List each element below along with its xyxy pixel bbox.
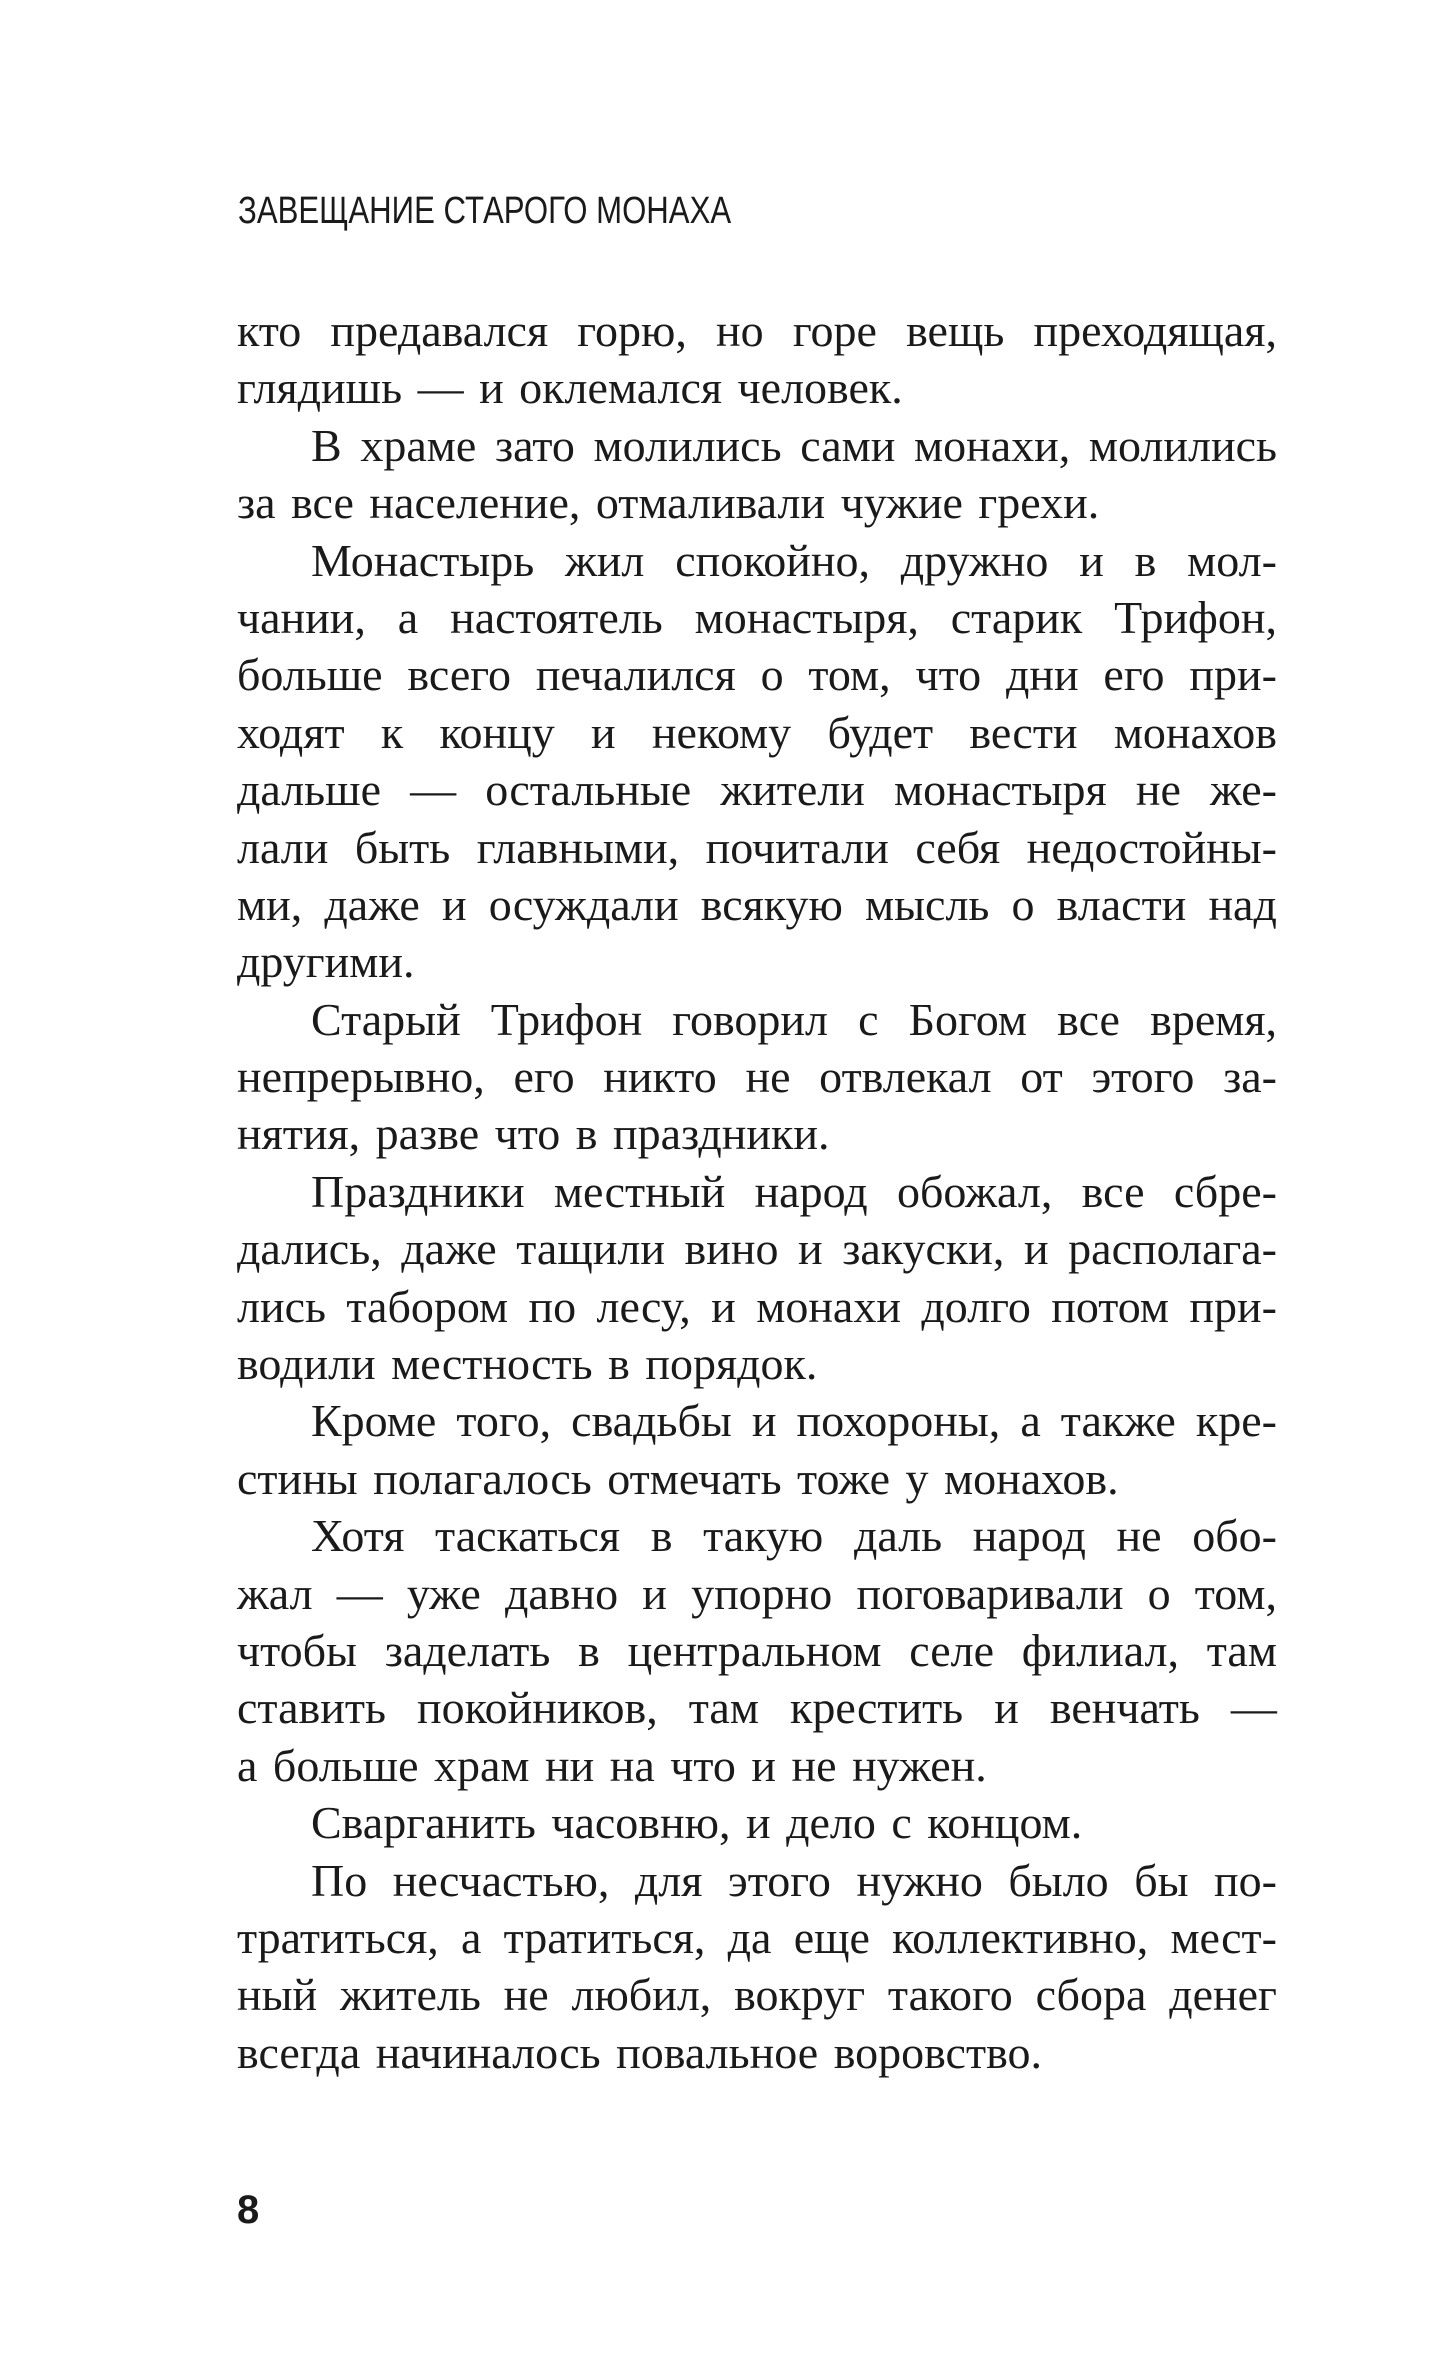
text-line: водили местность в порядок. — [237, 1338, 818, 1390]
page-number: 8 — [237, 2188, 260, 2232]
text-line: стины полагалось отмечать тоже у монахов. — [237, 1452, 1119, 1504]
text-line: за все население, отмаливали чужие грехи. — [237, 477, 1100, 529]
paragraph — [237, 1392, 1277, 1507]
text-line: Праздники местный народ обожал, все сбре- — [311, 1165, 1277, 1217]
text-line: лись табором по лесу, и монахи долго потом при- — [237, 1280, 1277, 1332]
paragraph — [237, 1163, 1277, 1393]
text-line: лали быть главными, почитали себя недостойны- — [237, 821, 1277, 873]
text-line: Старый Трифон говорил с Богом все время, — [311, 993, 1277, 1045]
text-line: дальше — остальные жители монастыря не же- — [237, 764, 1277, 816]
text-line: больше всего печалился о том, что дни его при- — [237, 649, 1277, 701]
paragraph — [237, 532, 1277, 991]
paragraph — [237, 1852, 1277, 2082]
running-head: ЗАВЕЩАНИЕ СТАРОГО МОНАХА — [238, 190, 732, 232]
text-line: непрерывно, его никто не отвлекал от этого за- — [237, 1051, 1277, 1103]
text-line: а больше храм ни на что и не нужен. — [237, 1739, 987, 1791]
text-line: жал — уже давно и упорно поговаривали о том, — [237, 1567, 1277, 1619]
text-line: Сварганить часовню, и дело с концом. — [311, 1797, 1083, 1849]
paragraph — [237, 1794, 1277, 1851]
paragraph — [237, 302, 1277, 417]
text-line: всегда начиналось повальное воровство. — [237, 2026, 1042, 2078]
text-line: тратиться, а тратиться, да еще коллективно, мест- — [237, 1911, 1277, 1963]
text-line: Хотя таскаться в такую даль народ не обо- — [311, 1510, 1277, 1562]
text-line: Кроме того, свадьбы и похороны, а также кре- — [311, 1395, 1277, 1447]
text-line: В храме зато молились сами монахи, молились — [311, 419, 1277, 471]
text-line: ный житель не любил, вокруг такого сбора денег — [237, 1969, 1277, 2021]
text-line: ми, даже и осуждали всякую мысль о власти над — [237, 878, 1277, 930]
text-line: чании, а настоятель монастыря, старик Трифон, — [237, 591, 1277, 643]
paragraph — [237, 417, 1277, 532]
text-line: нятия, разве что в праздники. — [237, 1108, 830, 1160]
paragraph — [237, 1507, 1277, 1794]
text-line: дались, даже тащили вино и закуски, и располага- — [237, 1223, 1277, 1275]
text-line: ходят к концу и некому будет вести монахов — [237, 706, 1277, 758]
text-line: ставить покойников, там крестить и венчать — — [237, 1682, 1277, 1734]
text-line: Монастырь жил спокойно, дружно и в мол- — [311, 534, 1277, 586]
text-line: глядишь — и оклемался человек. — [237, 362, 903, 414]
text-line: другими. — [237, 936, 415, 988]
text-line: кто предавался горю, но горе вещь преходящая, — [237, 305, 1277, 356]
body-text — [237, 302, 1277, 2081]
text-line: По несчастью, для этого нужно было бы по- — [311, 1854, 1277, 1906]
paragraph — [237, 991, 1277, 1163]
text-line: чтобы заделать в центральном селе филиал, там — [237, 1624, 1277, 1676]
